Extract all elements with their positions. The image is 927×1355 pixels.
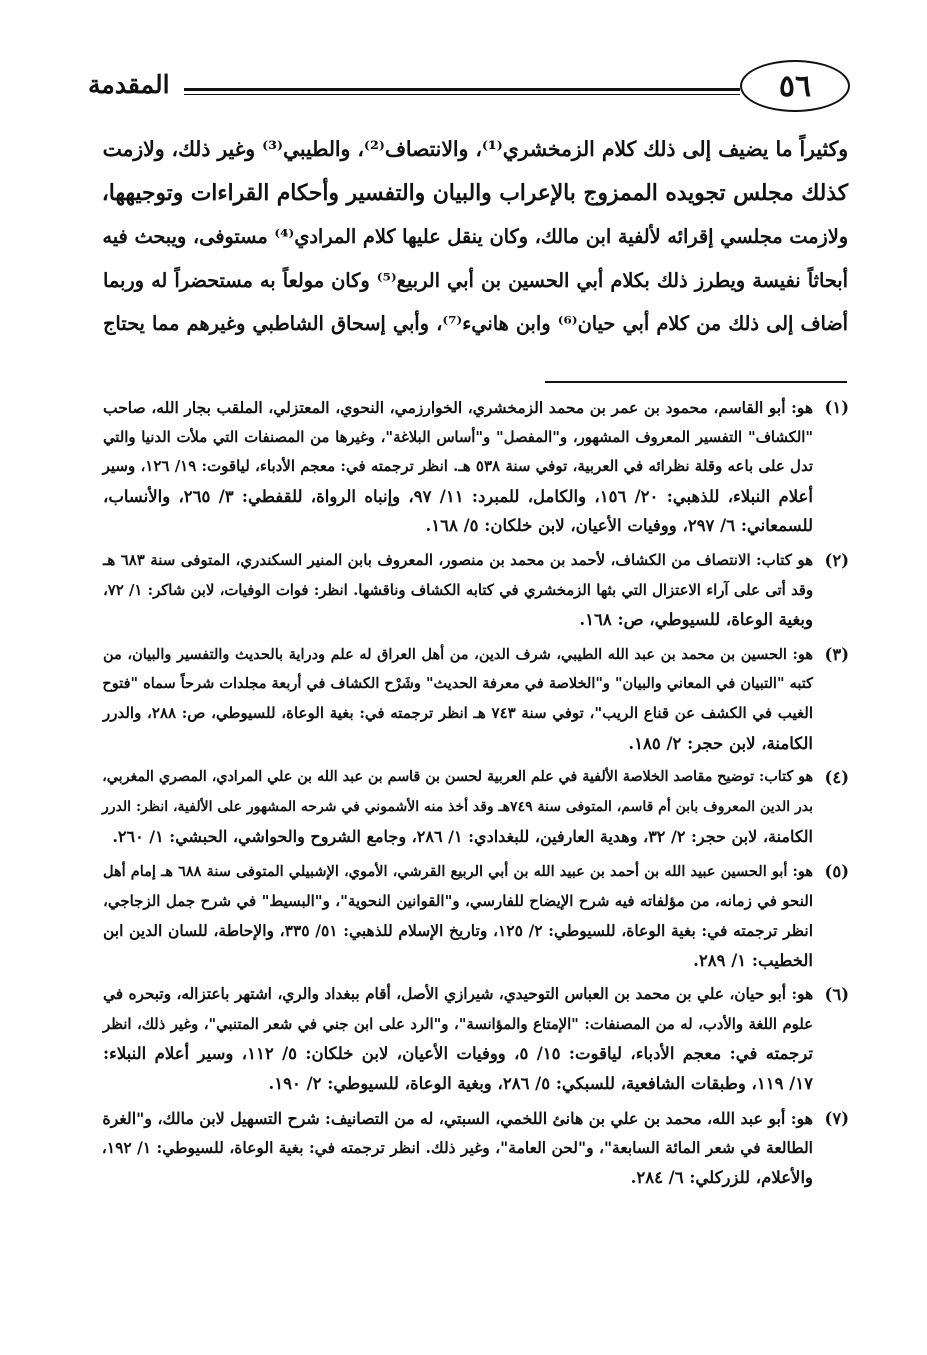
footnote-number: (١)	[824, 398, 849, 417]
header-rule	[184, 88, 740, 91]
footnote-number: (٧)	[824, 1108, 849, 1128]
footnote-text	[103, 393, 813, 541]
footnote-line: بدر الدين المعروف بابن أم قاسم، المتوفى سنة ٧٤٩هـ وقد أخذ منه الأشموني في شرحه المشهور على الألفية، انظر: الدرر	[102, 798, 813, 815]
footnote-line: كتبه "التبيان في المعاني والبيان" و"الخلاصة في معرفة الحديث" وشَرْح الكشاف في أربعة مجلدات شرحاً سماه "فتوح	[102, 675, 813, 693]
footnote-2	[103, 546, 849, 635]
footnote-line: هو كتاب: توضيح مقاصد الخلاصة الألفية في علم العربية لحسن بن قاسم بن عبد الله بن علي المرادي، المصري المغربي،	[102, 769, 813, 786]
footnote-line: هو: أبو حيان، علي بن محمد بن العباس التوحيدي، شيرازي الأصل، أقام ببغداد والري، اشتهر باعتزاله، وتبحره في	[103, 985, 813, 1004]
footnote-line: النحو في زمانه، من مؤلفاته فيه شرح الإيضاح للفارسي، و"القوانين النحوية"، و"البسيط" في شرح جمل الزجاجي،	[103, 891, 813, 910]
footnote-line: انظر ترجمته في: بغية الوعاة، للسيوطي: ٢/ ١٢٥، وتاريخ الإسلام للذهبي: ٥١/ ٣٣٥، والإحاطة، للسان الدين ابن	[103, 921, 814, 941]
footnote-number: (٥)	[824, 861, 849, 881]
footnote-line: هو: أبو عبد الله، محمد بن علي بن هانئ اللخمي، السبتي، له من التصانيف: شرح التسهيل لابن مالك، و"الغرة	[102, 1108, 813, 1128]
page-number: ٥٦	[740, 60, 850, 112]
page-header	[88, 60, 850, 120]
footnote-line: الخطيب: ١/ ٢٨٩.	[693, 950, 813, 970]
footnote-4	[103, 763, 849, 852]
footnote-line: "الكشاف" التفسير المعروف المشهور، و"المفصل" و"أساس البلاغة"، وغيرها من المصنفات التي ملأت الدنيا والتي	[103, 428, 813, 446]
footnote-number: (٤)	[824, 768, 849, 788]
section-title: المقدمة	[88, 70, 170, 99]
header-rule-thin	[184, 94, 740, 95]
footnote-line: الكامنة، لابن حجر: ٢/ ١٨٥.	[628, 733, 813, 753]
footnote-text	[103, 546, 813, 635]
footnote-line: ترجمته في: معجم الأدباء، لياقوت: ١٥/ ٥، ووفيات الأعيان، لابن خلكان: ٥/ ١١٢، وسير أعلام النبلاء:	[103, 1044, 813, 1064]
footnote-number: (٣)	[824, 644, 849, 664]
footnote-1	[103, 393, 849, 541]
footnote-separator	[545, 381, 847, 383]
main-text	[103, 128, 848, 346]
footnote-line: أعلام النبلاء، للذهبي: ٢٠/ ١٥٦، والكامل، للمبرد: ١١/ ٩٧، وإنباه الرواة، للقفطي: ٣/ ٢٦٥، والأنساب،	[103, 486, 813, 506]
footnote-text	[103, 857, 813, 975]
footnote-number: (٢)	[824, 550, 849, 570]
main-text-line: أضاف إلى ذلك من كلام أبي حيان⁽⁶⁾ وابن هانيء⁽⁷⁾، وأبي إسحاق الشاطبي وغيرهم مما يحتاج	[103, 312, 849, 335]
footnote-6	[103, 980, 849, 1098]
footnote-line: هو كتاب: الانتصاف من الكشاف، لأحمد بن محمد بن منصور، المعروف بابن المنير السكندري، المتوفى سنة ٦٨٣ هـ	[103, 550, 813, 569]
footnote-line: ١٧/ ١١٩، وطبقات الشافعية، للسبكي: ٥/ ٢٨٦، وبغية الوعاة، للسيوطي: ٢/ ١٩٠.	[268, 1074, 813, 1094]
footnote-line: للسمعاني: ٦/ ٢٩٧، ووفيات الأعيان، لابن خلكان: ٥/ ١٦٨.	[425, 516, 813, 536]
footnote-line: الطالعة في شعر المائة السابعة"، و"لحن العامة"، وغير ذلك. انظر ترجمته في: بغية الوعاة، للسيوطي: ١/ ١٩٢،	[101, 1138, 813, 1158]
footnote-5	[103, 857, 849, 975]
footnote-line: تدل على باعه وقلة نظرائه في العربية، توفي سنة ٥٣٨ هـ. انظر ترجمته في: معجم الأدباء، لياقوت: ١٩/ ١٢٦، وسير	[102, 457, 813, 476]
main-text-line: وكثيراً ما يضيف إلى ذلك كلام الزمخشري⁽¹⁾، والانتصاف⁽²⁾، والطيبي⁽³⁾ وغير ذلك، ولازمت	[102, 137, 848, 161]
footnote-number: (٦)	[824, 985, 849, 1005]
footnote-line: هو: أبو القاسم، محمود بن عمر بن محمد الزمخشري، الخوارزمي، النحوي، المعتزلي، الملقب بجار الله، صاحب	[103, 398, 813, 417]
footnote-line: والأعلام، للزركلي: ٦/ ٢٨٤.	[630, 1167, 813, 1187]
main-text-line: ولازمت مجلسي إقرائه لألفية ابن مالك، وكان ينقل عليها كلام المرادي⁽⁴⁾ مستوفى، ويبحث فيه	[102, 225, 848, 248]
footnote-text	[103, 1104, 813, 1193]
footnote-text	[103, 980, 813, 1098]
footnotes	[103, 393, 849, 1197]
footnote-line: هو: الحسين بن محمد بن عبد الله الطيبي، شرف الدين، من أهل العراق له علم ودراية بالحديث والتفسير والبيان، من	[103, 645, 813, 663]
footnote-line: هو: أبو الحسين عبيد الله بن أحمد بن عبيد الله بن أبي الربيع القرشي، الأموي، الإشبيلي المتوفى سنة ٦٨٨ هـ إمام أهل	[103, 862, 813, 880]
footnote-3	[103, 640, 849, 758]
main-text-line: أبحاثاً نفيسة ويطرز ذلك بكلام أبي الحسين بن أبي الربيع⁽⁵⁾ وكان مولعاً به مستحضراً له وربما	[103, 268, 848, 292]
main-text-line: كذلك مجلس تجويده الممزوج بالإعراب والبيان والتفسير وأحكام القراءات وتوجيهها،	[101, 180, 848, 206]
footnote-7	[103, 1104, 849, 1193]
footnote-text	[103, 640, 813, 758]
footnote-line: علوم اللغة والأدب، له من المصنفات: "الإمتاع والمؤانسة"، و"الرد على ابن جني في شعر المتنبي"، وغير ذلك، انظر	[103, 1015, 813, 1033]
footnote-line: الغيب في الكشف عن قناع الريب"، توفي سنة ٧٤٣ هـ انظر ترجمته في: بغية الوعاة، للسيوطي، ص: ٢٨٨، والدرر	[103, 703, 813, 722]
footnote-line: الكامنة، لابن حجر: ٢/ ٣٢، وهدية العارفين، للبغدادي: ١/ ٢٨٦، وجامع الشروح والحواشي، الحبشي: ١/ ٢٦٠.	[112, 827, 813, 847]
footnote-line: وبغية الوعاة، للسيوطي، ص: ١٦٨.	[579, 610, 813, 630]
footnote-line: وقد أتى على آراء الاعتزال التي بثها الزمخشري في كتابه الكشاف وناقشها. انظر: فوات الوفيات، لابن شاكر: ١/ ٧٢،	[103, 581, 813, 599]
footnote-text	[103, 763, 813, 852]
